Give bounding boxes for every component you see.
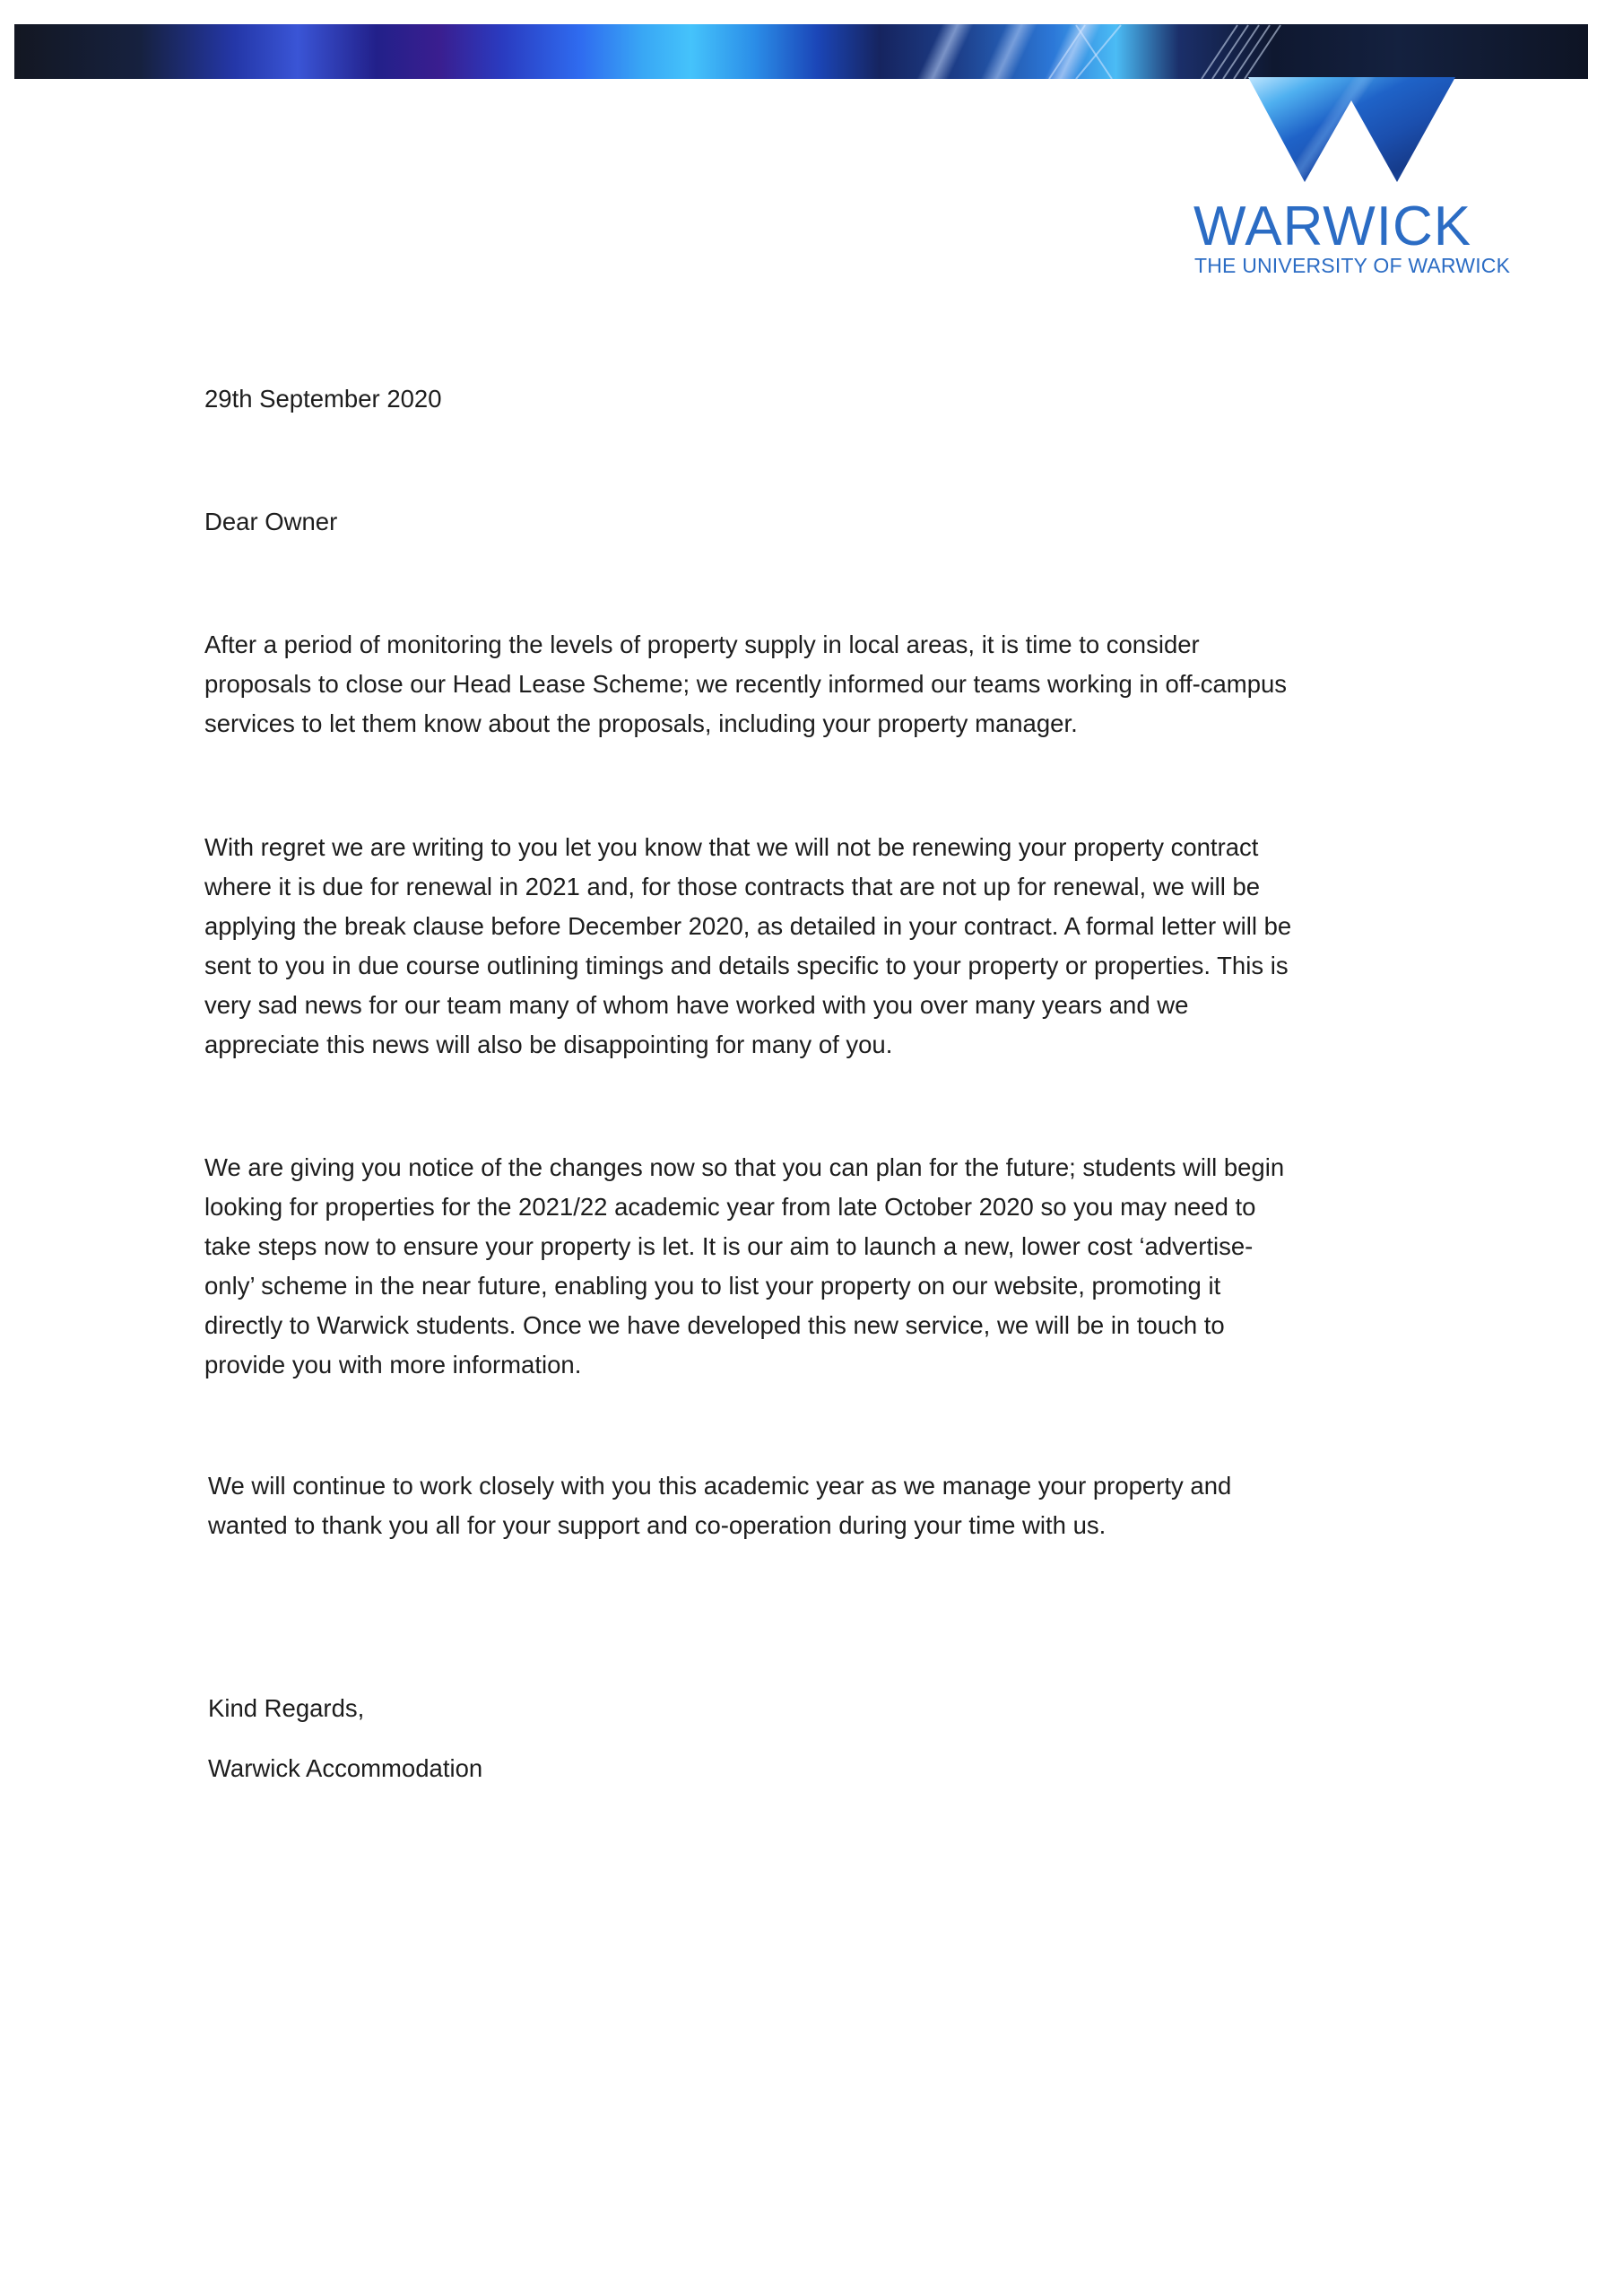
paragraph-line: After a period of monitoring the levels of property supply in local areas, it is time to consider — [204, 631, 1200, 658]
paragraph-line: directly to Warwick students. Once we have developed this new service, we will be in touch to — [204, 1311, 1225, 1339]
paragraph-line: With regret we are writing to you let you know that we will not be renewing your property contract — [204, 833, 1259, 861]
wordmark-subtitle: THE UNIVERSITY OF WARWICK — [1194, 254, 1511, 277]
paragraph-line: sent to you in due course outlining timings and details specific to your property or properties. This is — [204, 952, 1289, 979]
paragraph-line: We will continue to work closely with you this academic year as we manage your property and — [208, 1472, 1232, 1500]
warwick-w-logo-icon — [0, 0, 1623, 215]
signature: Warwick Accommodation — [208, 1754, 483, 1782]
closing: Kind Regards, — [208, 1694, 365, 1722]
letter-date: 29th September 2020 — [204, 385, 442, 413]
paragraph-line: services to let them know about the proposals, including your property manager. — [204, 709, 1078, 737]
paragraph-line: provide you with more information. — [204, 1351, 582, 1378]
paragraph-line: appreciate this news will also be disappointing for many of you. — [204, 1031, 893, 1058]
paragraph-line: looking for properties for the 2021/22 academic year from late October 2020 so you may need to — [204, 1193, 1256, 1221]
paragraph-line: We are giving you notice of the changes now so that you can plan for the future; students will begin — [204, 1153, 1285, 1181]
paragraph-line: very sad news for our team many of whom have worked with you over many years and we — [204, 991, 1189, 1019]
paragraph-line: where it is due for renewal in 2021 and, for those contracts that are not up for renewal, we will be — [204, 873, 1261, 900]
paragraph-line: applying the break clause before December 2020, as detailed in your contract. A formal letter will be — [204, 912, 1292, 940]
salutation: Dear Owner — [204, 508, 338, 535]
wordmark: WARWICK — [1193, 196, 1472, 257]
paragraph-line: only’ scheme in the near future, enabling you to list your property on our website, promoting it — [204, 1272, 1221, 1300]
paragraph-line: wanted to thank you all for your support and co-operation during your time with us. — [208, 1511, 1107, 1539]
paragraph-line: proposals to close our Head Lease Scheme; we recently informed our teams working in off-campus — [204, 670, 1288, 698]
paragraph-line: take steps now to ensure your property is let. It is our aim to launch a new, lower cost ‘advertise- — [204, 1232, 1254, 1260]
